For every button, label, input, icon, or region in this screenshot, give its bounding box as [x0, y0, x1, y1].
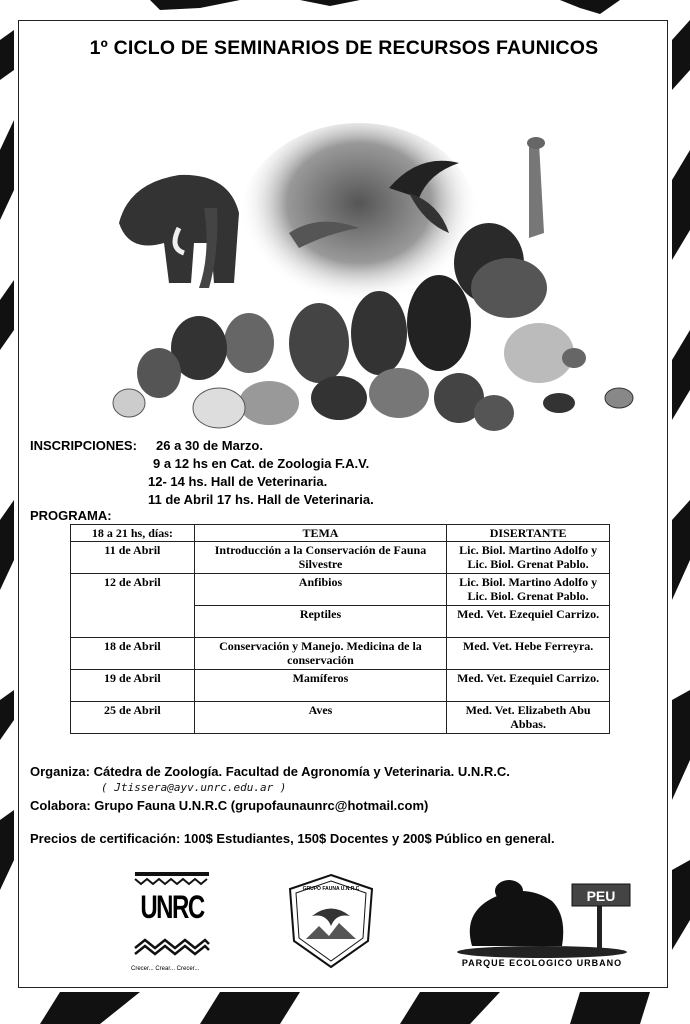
disertante-cell: Lic. Biol. Martino Adolfo y Lic. Biol. Grenat Pablo. [447, 574, 610, 606]
inscripciones-line: 26 a 30 de Marzo. [156, 438, 263, 453]
flyer-sheet [18, 20, 668, 988]
peu-logo-graphic [447, 866, 637, 961]
unrc-logo [127, 866, 217, 981]
unrc-tagline: Crecer... Crear... Crecer... [131, 966, 200, 972]
table-header: 18 a 21 hs, días: [71, 525, 195, 542]
tema-cell: Introducción a la Conservación de Fauna Silvestre [194, 542, 446, 574]
date-cell: 25 de Abril [71, 702, 195, 734]
disertante-cell: Med. Vet. Elizabeth Abu Abbas. [447, 702, 610, 734]
handwritten-email: ( Jtissera@ayv.unrc.edu.ar ) [101, 781, 287, 794]
tema-cell: Conservación y Manejo. Medicina de la conservación [194, 638, 446, 670]
disertante-cell: Med. Vet. Ezequiel Carrizo. [447, 606, 610, 638]
table-row [71, 574, 610, 606]
inscripciones-line: 12- 14 hs. Hall de Veterinaria. [148, 474, 328, 489]
inscripciones-line: 9 a 12 hs en Cat. de Zoologia F.A.V. [153, 456, 370, 471]
disertante-cell: Lic. Biol. Martino Adolfo y Lic. Biol. Grenat Pablo. [447, 542, 610, 574]
table-row [71, 542, 610, 574]
tema-cell: Reptiles [194, 606, 446, 638]
table-header: DISERTANTE [447, 525, 610, 542]
inscripciones-line: 11 de Abril 17 hs. Hall de Veterinaria. [148, 492, 374, 507]
tema-cell: Aves [194, 702, 446, 734]
table-row [71, 702, 610, 734]
disertante-cell: Med. Vet. Hebe Ferreyra. [447, 638, 610, 670]
tema-cell: Mamíferos [194, 670, 446, 702]
table-row [71, 606, 610, 638]
table-row [71, 638, 610, 670]
unrc-logo-text: UNRC [140, 889, 204, 925]
disertante-cell: Med. Vet. Ezequiel Carrizo. [447, 670, 610, 702]
date-cell: 11 de Abril [71, 542, 195, 574]
peu-sign-text: PEU [586, 888, 616, 904]
date-cell: 19 de Abril [71, 670, 195, 702]
grupo-fauna-seal [284, 871, 379, 971]
inscripciones-label: INSCRIPCIONES: [30, 438, 137, 453]
table-header: TEMA [194, 525, 446, 542]
table-row [71, 670, 610, 702]
programa-label: PROGRAMA: [30, 508, 112, 523]
date-cell [71, 606, 195, 638]
seal-text: GRUPO FAUNA U.N.R.C [302, 886, 360, 892]
date-cell: 12 de Abril [71, 574, 195, 606]
precios-line: Precios de certificación: 100$ Estudiantes, 150$ Docentes y 200$ Público en general. [30, 831, 555, 846]
animal-collage-illustration [99, 113, 639, 438]
date-cell: 18 de Abril [71, 638, 195, 670]
tema-cell: Anfibios [194, 574, 446, 606]
program-table [70, 524, 610, 734]
peu-logo [447, 866, 637, 986]
page-title: 1º CICLO DE SEMINARIOS DE RECURSOS FAUNICOS [89, 37, 599, 59]
colabora-line: Colabora: Grupo Fauna U.N.R.C (grupofaunaunrc@hotmail.com) [30, 798, 429, 813]
peu-name: PARQUE ECOLOGICO URBANO [461, 958, 623, 968]
organiza-line: Organiza: Cátedra de Zoología. Facultad de Agronomía y Veterinaria. U.N.R.C. [30, 764, 510, 779]
